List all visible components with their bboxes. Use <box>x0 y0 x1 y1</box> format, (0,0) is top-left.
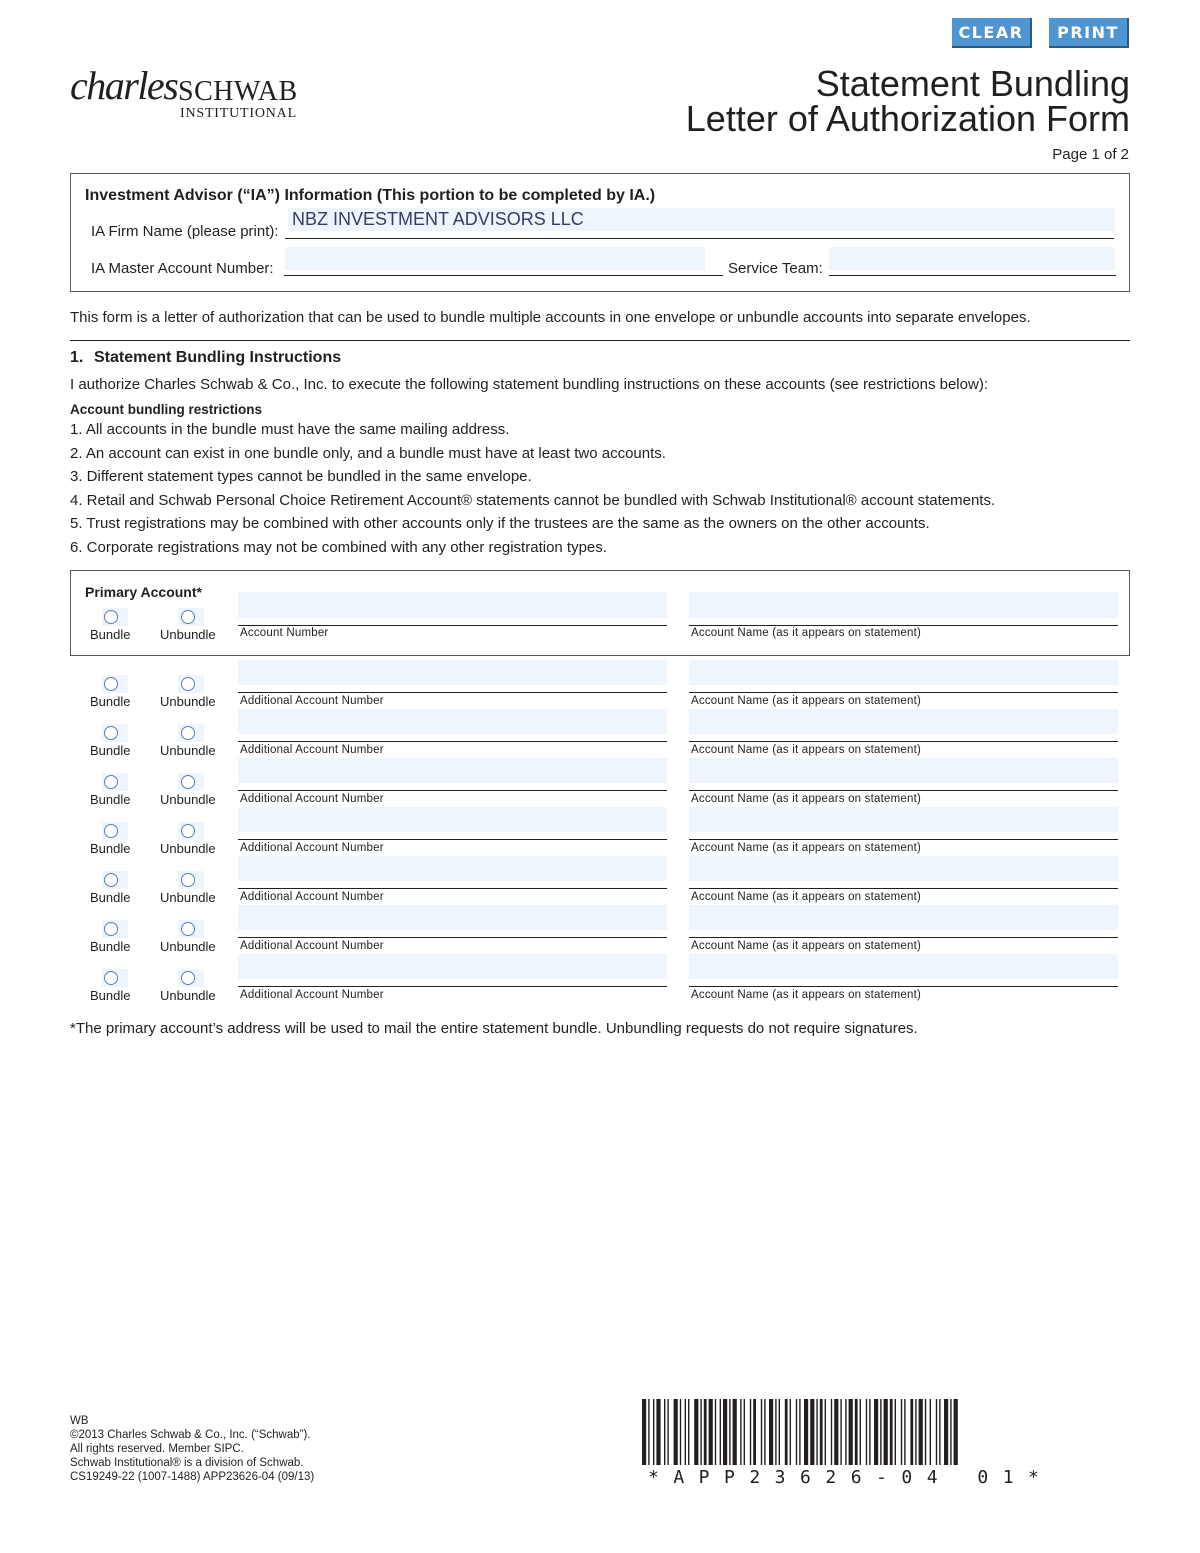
additional-account-number-label: Additional Account Number <box>240 744 384 756</box>
additional-unbundle-label: Unbundle <box>160 988 216 1003</box>
additional-account-number-underline <box>238 986 667 987</box>
additional-account-name-label: Account Name (as it appears on statement) <box>691 695 922 707</box>
barcode-bar <box>944 1399 948 1465</box>
additional-account-number-input[interactable] <box>238 807 667 832</box>
barcode-bar <box>700 1399 701 1465</box>
additional-unbundle-radio[interactable] <box>181 775 195 789</box>
barcode-bar <box>790 1399 791 1465</box>
primary-account-name-label: Account Name (as it appears on statement) <box>691 627 922 639</box>
additional-bundle-label: Bundle <box>90 792 131 807</box>
additional-account-name-underline <box>689 986 1118 987</box>
master-account-input[interactable] <box>285 247 705 270</box>
barcode-bar <box>723 1399 727 1465</box>
master-account-underline <box>284 275 723 276</box>
barcode-bar <box>685 1399 686 1465</box>
barcode-bar <box>709 1399 713 1465</box>
barcode-bar <box>744 1399 745 1465</box>
master-account-label: IA Master Account Number: <box>91 260 274 277</box>
additional-bundle-label: Bundle <box>90 939 131 954</box>
additional-unbundle-radio[interactable] <box>181 922 195 936</box>
section1-title: Statement Bundling Instructions <box>94 349 342 366</box>
additional-account-name-input[interactable] <box>689 807 1118 832</box>
additional-bundle-radio[interactable] <box>104 775 118 789</box>
barcode-bar <box>825 1399 826 1465</box>
additional-account-name-input[interactable] <box>689 758 1118 783</box>
barcode-bar <box>910 1399 913 1465</box>
firm-name-input[interactable] <box>288 208 1115 231</box>
authorize-text: I authorize Charles Schwab & Co., Inc. to execute the following statement bundling instructions on these accounts (see restrictions below): <box>70 376 988 393</box>
footer <box>70 1414 314 1484</box>
additional-unbundle-radio[interactable] <box>181 726 195 740</box>
additional-bundle-radio[interactable] <box>104 922 118 936</box>
section-divider <box>70 340 1130 341</box>
additional-account-name-label: Account Name (as it appears on statement) <box>691 744 922 756</box>
barcode-bar <box>667 1399 668 1465</box>
barcode-bar <box>750 1399 751 1465</box>
additional-account-name-underline <box>689 839 1118 840</box>
barcode-bar <box>733 1399 737 1465</box>
primary-account-number-underline <box>238 625 667 626</box>
barcode-bar <box>653 1399 654 1465</box>
barcode-bar <box>939 1399 940 1465</box>
barcode-bar <box>648 1399 649 1465</box>
barcode-bar <box>869 1399 870 1465</box>
barcode-bar <box>901 1399 902 1465</box>
additional-unbundle-radio[interactable] <box>181 824 195 838</box>
barcode-bar <box>884 1399 888 1465</box>
additional-account-name-input[interactable] <box>689 905 1118 930</box>
additional-account-number-input[interactable] <box>238 954 667 979</box>
additional-account-number-label: Additional Account Number <box>240 695 384 707</box>
barcode-bar <box>919 1399 923 1465</box>
barcode-bar <box>761 1399 762 1465</box>
restriction-5: 5. Trust registrations may be combined with other accounts only if the trustees are the same as the owners on the other accounts. <box>70 515 930 532</box>
restriction-3: 3. Different statement types cannot be bundled in the same envelope. <box>70 468 532 485</box>
barcode <box>642 1399 1128 1471</box>
footer-code: WB <box>70 1415 89 1427</box>
form-title-line2: Letter of Authorization Form <box>685 98 1130 139</box>
barcode-bar <box>925 1399 926 1465</box>
primary-unbundle-label: Unbundle <box>160 627 216 642</box>
additional-account-name-input[interactable] <box>689 954 1118 979</box>
additional-account-name-input[interactable] <box>689 856 1118 881</box>
additional-bundle-radio[interactable] <box>104 971 118 985</box>
primary-account-number-input[interactable] <box>238 592 667 618</box>
primary-unbundle-radio[interactable] <box>181 610 195 624</box>
primary-account-name-underline <box>689 625 1118 626</box>
barcode-bar <box>688 1399 689 1465</box>
footnote: *The primary account’s address will be used to mail the entire statement bundle. Unbundling requests do not require signatures. <box>70 1020 918 1037</box>
barcode-bar <box>849 1399 853 1465</box>
additional-bundle-label: Bundle <box>90 988 131 1003</box>
barcode-bar <box>656 1399 660 1465</box>
additional-unbundle-label: Unbundle <box>160 890 216 905</box>
primary-account-heading: Primary Account* <box>85 584 202 600</box>
additional-account-name-underline <box>689 692 1118 693</box>
additional-unbundle-radio[interactable] <box>181 971 195 985</box>
restriction-1: 1. All accounts in the bundle must have the same mailing address. <box>70 421 510 438</box>
barcode-bar <box>753 1399 756 1465</box>
page-indicator: Page 1 of 2 <box>1052 146 1129 163</box>
additional-unbundle-label: Unbundle <box>160 792 216 807</box>
firm-name-label: IA Firm Name (please print): <box>91 223 279 240</box>
service-team-label: Service Team: <box>728 260 823 277</box>
barcode-bar <box>874 1399 878 1465</box>
primary-bundle-label: Bundle <box>90 627 131 642</box>
additional-account-number-label: Additional Account Number <box>240 842 384 854</box>
barcode-bar <box>855 1399 858 1465</box>
barcode-bar <box>840 1399 841 1465</box>
primary-account-number-label: Account Number <box>240 627 329 639</box>
barcode-bar <box>866 1399 867 1465</box>
additional-account-number-underline <box>238 839 667 840</box>
barcode-bar <box>834 1399 838 1465</box>
additional-account-number-underline <box>238 790 667 791</box>
barcode-bar <box>816 1399 817 1465</box>
barcode-bar <box>785 1399 788 1465</box>
barcode-bar <box>769 1399 773 1465</box>
additional-account-name-label: Account Name (as it appears on statement) <box>691 842 922 854</box>
barcode-bar <box>720 1399 721 1465</box>
restriction-6: 6. Corporate registrations may not be combined with any other registration types. <box>70 539 607 556</box>
barcode-bar <box>904 1399 905 1465</box>
restriction-2: 2. An account can exist in one bundle only, and a bundle must have at least two accounts. <box>70 445 666 462</box>
additional-account-number-underline <box>238 741 667 742</box>
restrictions-heading: Account bundling restrictions <box>70 402 263 417</box>
barcode-bar <box>704 1399 707 1465</box>
barcode-bar <box>715 1399 716 1465</box>
additional-account-number-input[interactable] <box>238 709 667 734</box>
barcode-bar <box>796 1399 797 1465</box>
restriction-4: 4. Retail and Schwab Personal Choice Retirement Account® statements cannot be bundled with Schwab Institutional® account statements. <box>70 492 996 509</box>
barcode-bar <box>915 1399 916 1465</box>
footer-division: Schwab Institutional® is a division of Schwab. <box>70 1457 304 1469</box>
additional-account-number-underline <box>238 937 667 938</box>
print-button[interactable]: PRINT <box>1049 18 1129 48</box>
additional-account-number-input[interactable] <box>238 905 667 930</box>
barcode-bar <box>779 1399 780 1465</box>
additional-account-number-label: Additional Account Number <box>240 989 384 1001</box>
service-team-input[interactable] <box>829 247 1115 270</box>
additional-account-number-input[interactable] <box>238 660 667 685</box>
additional-account-number-label: Additional Account Number <box>240 940 384 952</box>
ia-info-heading: Investment Advisor (“IA”) Information (This portion to be completed by IA.) <box>85 187 656 204</box>
barcode-bar <box>950 1399 951 1465</box>
additional-unbundle-label: Unbundle <box>160 841 216 856</box>
additional-account-number-underline <box>238 888 667 889</box>
additional-unbundle-label: Unbundle <box>160 743 216 758</box>
section1-number: 1. <box>70 349 84 366</box>
additional-account-name-input[interactable] <box>689 660 1118 685</box>
barcode-bar <box>930 1399 931 1465</box>
additional-account-name-label: Account Name (as it appears on statement) <box>691 793 922 805</box>
service-team-underline <box>829 275 1116 276</box>
barcode-bar <box>799 1399 800 1465</box>
barcode-text: *APP23626-04 01* <box>648 1467 1054 1488</box>
barcode-bar <box>936 1399 937 1465</box>
logo-institutional-text: INSTITUTIONAL <box>180 106 297 121</box>
additional-unbundle-radio[interactable] <box>181 677 195 691</box>
barcode-bar <box>954 1399 958 1465</box>
footer-form-number: CS19249-22 (1007-1488) APP23626-04 (09/13) <box>70 1471 315 1483</box>
additional-account-name-label: Account Name (as it appears on statement) <box>691 940 922 952</box>
additional-bundle-label: Bundle <box>90 743 131 758</box>
barcode-bar <box>860 1399 861 1465</box>
additional-bundle-radio[interactable] <box>104 726 118 740</box>
additional-account-name-underline <box>689 741 1118 742</box>
additional-bundle-radio[interactable] <box>104 677 118 691</box>
barcode-bar <box>740 1399 741 1465</box>
barcode-bar <box>642 1399 646 1465</box>
footer-rights: All rights reserved. Member SIPC. <box>70 1443 244 1455</box>
barcode-bar <box>890 1399 893 1465</box>
barcode-bar <box>895 1399 896 1465</box>
clear-button[interactable]: CLEAR <box>952 18 1032 48</box>
barcode-bar <box>831 1399 832 1465</box>
additional-account-number-label: Additional Account Number <box>240 891 384 903</box>
barcode-bar <box>820 1399 823 1465</box>
additional-bundle-label: Bundle <box>90 694 131 709</box>
additional-bundle-radio[interactable] <box>104 824 118 838</box>
additional-unbundle-label: Unbundle <box>160 939 216 954</box>
additional-account-name-input[interactable] <box>689 709 1118 734</box>
footer-copyright: ©2013 Charles Schwab & Co., Inc. (“Schwab”). <box>70 1429 311 1441</box>
additional-account-name-label: Account Name (as it appears on statement) <box>691 891 922 903</box>
barcode-bar <box>880 1399 881 1465</box>
additional-account-number-label: Additional Account Number <box>240 793 384 805</box>
barcode-bar <box>810 1399 814 1465</box>
logo-charles-text: charles <box>70 63 178 108</box>
firm-name-underline <box>285 238 1114 239</box>
additional-bundle-radio[interactable] <box>104 873 118 887</box>
additional-account-name-underline <box>689 888 1118 889</box>
barcode-bar <box>729 1399 730 1465</box>
barcode-bar <box>674 1399 678 1465</box>
primary-bundle-radio[interactable] <box>104 610 118 624</box>
primary-account-name-input[interactable] <box>689 592 1118 618</box>
barcode-bar <box>680 1399 681 1465</box>
logo-schwab-text: SCHWAB <box>178 76 298 107</box>
barcode-bar <box>845 1399 846 1465</box>
additional-unbundle-label: Unbundle <box>160 694 216 709</box>
barcode-bar <box>694 1399 698 1465</box>
additional-bundle-label: Bundle <box>90 841 131 856</box>
additional-bundle-label: Bundle <box>90 890 131 905</box>
barcode-bar <box>804 1399 808 1465</box>
additional-account-name-label: Account Name (as it appears on statement) <box>691 989 922 1001</box>
intro-text: This form is a letter of authorization that can be used to bundle multiple accounts in one envelope or unbundle accounts into separate envelopes. <box>70 309 1031 326</box>
form-title-line1: Statement Bundling <box>815 63 1130 104</box>
barcode-bar <box>764 1399 765 1465</box>
barcode-bar <box>664 1399 665 1465</box>
additional-account-number-input[interactable] <box>238 856 667 881</box>
additional-account-name-underline <box>689 937 1118 938</box>
barcode-bar <box>775 1399 776 1465</box>
additional-account-name-underline <box>689 790 1118 791</box>
additional-unbundle-radio[interactable] <box>181 873 195 887</box>
additional-account-number-input[interactable] <box>238 758 667 783</box>
additional-account-number-underline <box>238 692 667 693</box>
